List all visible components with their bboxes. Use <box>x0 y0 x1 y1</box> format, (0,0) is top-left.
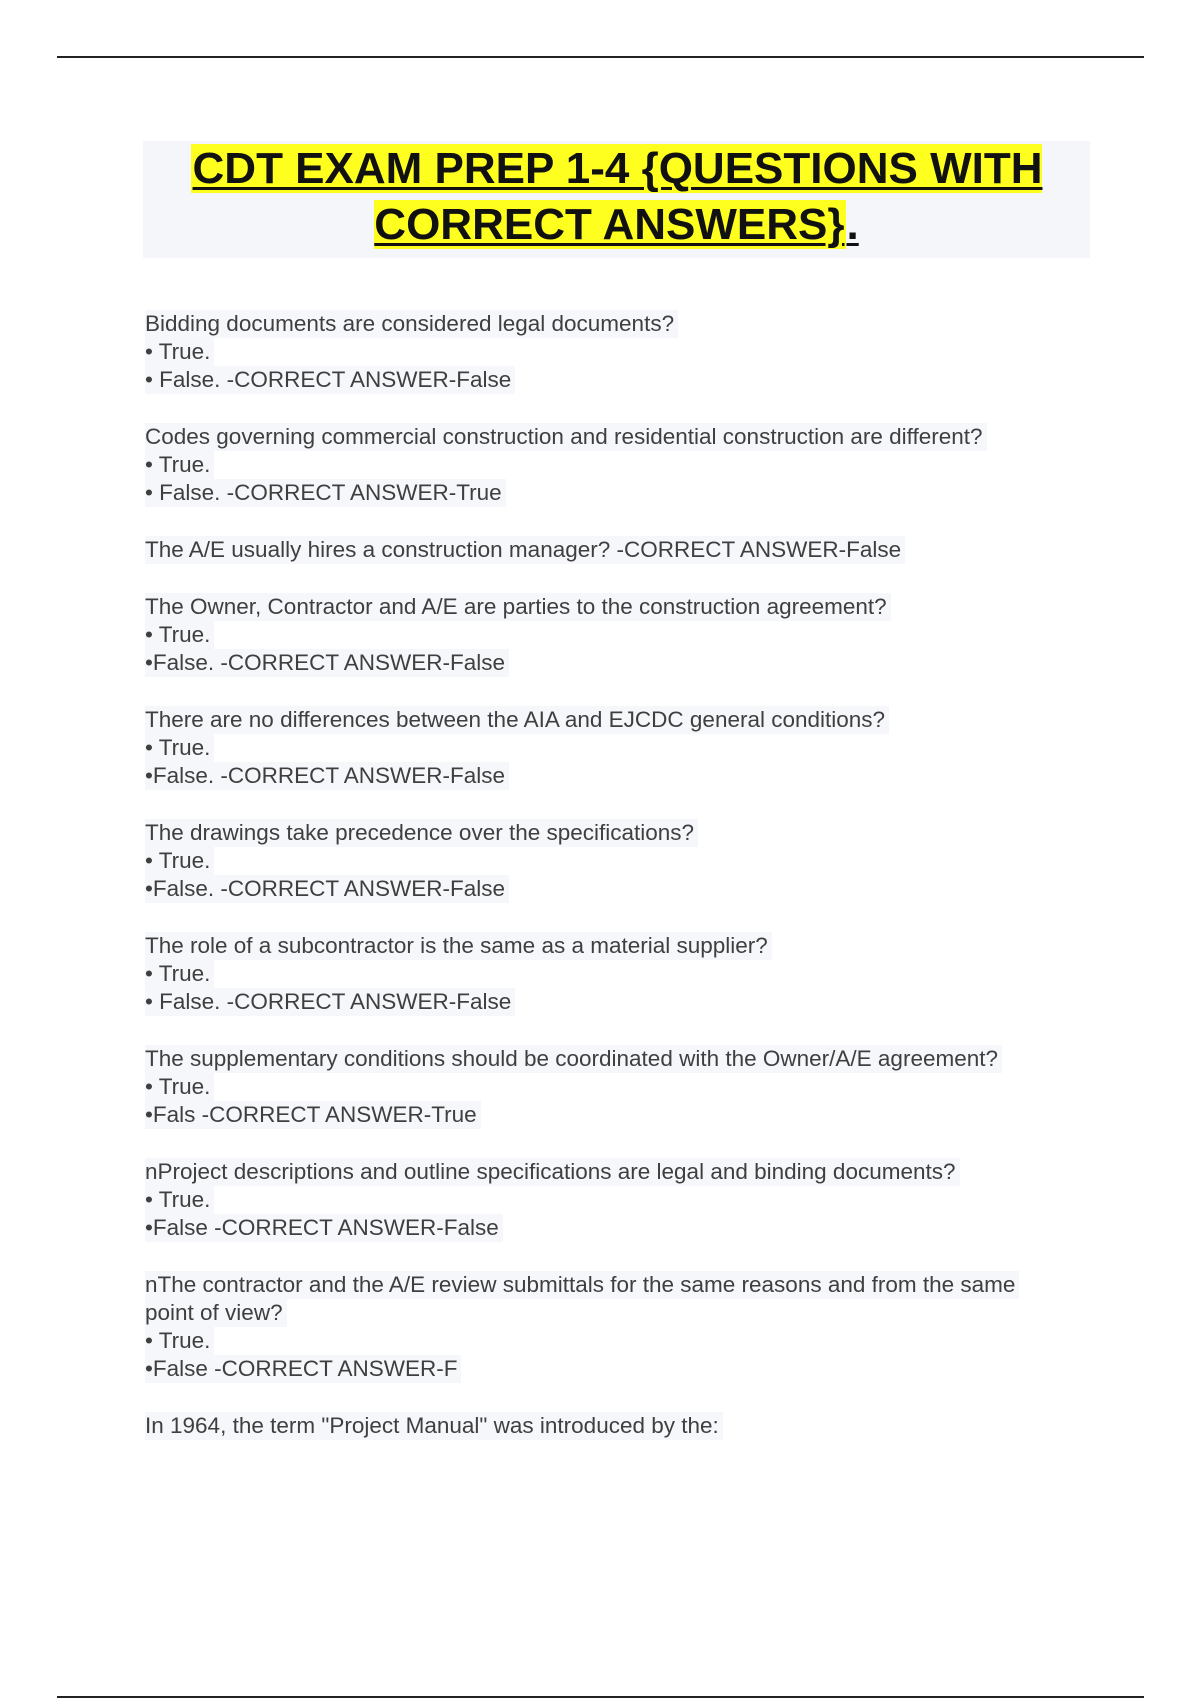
question-item-3 <box>145 536 1095 564</box>
option-true: • True. <box>145 1073 214 1101</box>
question-text: Codes governing commercial construction and residential construction are different? <box>145 423 987 451</box>
question-text-line-1: nThe contractor and the A/E review submittals for the same reasons and from the same <box>145 1271 1019 1299</box>
question-item-5 <box>145 706 1095 790</box>
question-item-2 <box>145 423 1095 507</box>
option-true: • True. <box>145 1186 214 1214</box>
question-text-line-2: point of view? <box>145 1299 287 1327</box>
option-false-answer: •Fals -CORRECT ANSWER-True <box>145 1101 481 1129</box>
question-item-6 <box>145 819 1095 903</box>
question-text: The drawings take precedence over the specifications? <box>145 819 698 847</box>
option-true: • True. <box>145 338 214 366</box>
question-text: There are no differences between the AIA and EJCDC general conditions? <box>145 706 889 734</box>
question-text: Bidding documents are considered legal documents? <box>145 310 678 338</box>
question-item-7 <box>145 932 1095 1016</box>
question-text: The Owner, Contractor and A/E are parties to the construction agreement? <box>145 593 891 621</box>
option-true: • True. <box>145 960 214 988</box>
question-item-9 <box>145 1158 1095 1242</box>
question-item-8 <box>145 1045 1095 1129</box>
question-text: nProject descriptions and outline specifications are legal and binding documents? <box>145 1158 960 1186</box>
question-item-1 <box>145 310 1095 394</box>
option-true: • True. <box>145 451 214 479</box>
option-true: • True. <box>145 847 214 875</box>
question-item-11 <box>145 1412 1095 1440</box>
question-item-10 <box>145 1271 1095 1383</box>
bottom-rule <box>57 1696 1144 1698</box>
option-false-answer: •False. -CORRECT ANSWER-False <box>145 649 509 677</box>
question-item-4 <box>145 593 1095 677</box>
option-false-answer: •False -CORRECT ANSWER-False <box>145 1214 503 1242</box>
document-title <box>143 141 1090 258</box>
question-text: In 1964, the term "Project Manual" was introduced by the: <box>145 1412 723 1440</box>
option-false-answer: •False -CORRECT ANSWER-F <box>145 1355 461 1383</box>
option-true: • True. <box>145 734 214 762</box>
title-trailing-period: . <box>846 200 859 249</box>
question-text: The A/E usually hires a construction manager? -CORRECT ANSWER-False <box>145 536 905 564</box>
option-false-answer: • False. -CORRECT ANSWER-True <box>145 479 506 507</box>
question-list <box>145 310 1095 1469</box>
option-false-answer: •False. -CORRECT ANSWER-False <box>145 762 509 790</box>
option-false-answer: • False. -CORRECT ANSWER-False <box>145 988 515 1016</box>
option-false-answer: • False. -CORRECT ANSWER-False <box>145 366 515 394</box>
question-text: The supplementary conditions should be coordinated with the Owner/A/E agreement? <box>145 1045 1002 1073</box>
option-true: • True. <box>145 1327 214 1355</box>
top-rule <box>57 56 1144 58</box>
option-true: • True. <box>145 621 214 649</box>
question-text: The role of a subcontractor is the same as a material supplier? <box>145 932 772 960</box>
option-false-answer: •False. -CORRECT ANSWER-False <box>145 875 509 903</box>
title-highlighted-text: CDT EXAM PREP 1-4 {QUESTIONS WITH CORRECT ANSWERS} <box>192 144 1043 249</box>
